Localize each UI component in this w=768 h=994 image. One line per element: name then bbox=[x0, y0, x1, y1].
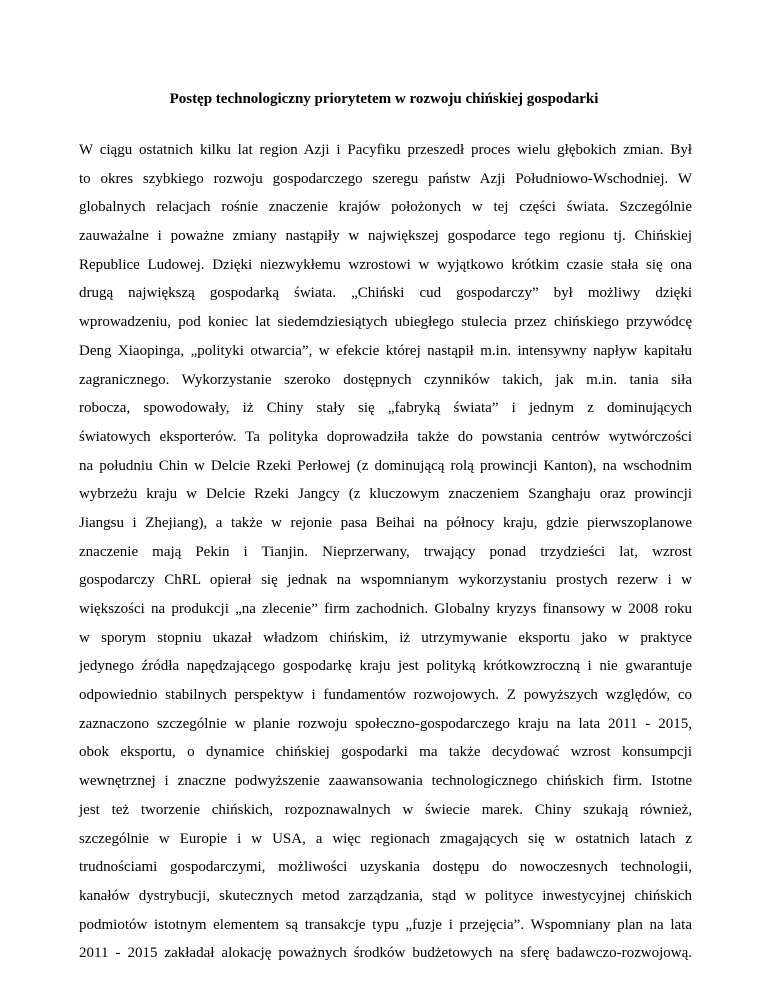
paragraph-line: jedynego źródła napędzającego gospodarkę kraju jest polityką krótkowzroczną i nie gwarantuje bbox=[79, 658, 692, 675]
paragraph-line: W ciągu ostatnich kilku lat region Azji i Pacyfiku przeszedł proces wielu głębokich zmian. Był bbox=[79, 142, 692, 158]
paragraph-line: na południu Chin w Delcie Rzeki Perłowej (z dominującą rolą prowincji Kanton), na wschodnim bbox=[79, 457, 692, 474]
document-title: Postęp technologiczny priorytetem w rozwoju chińskiej gospodarki bbox=[169, 91, 599, 107]
paragraph-line: wybrzeżu kraju w Delcie Rzeki Jangcy (z kluczowym znaczeniem Szanghaju oraz prowincji bbox=[79, 486, 692, 503]
paragraph-line: szczególnie w Europie i w USA, a więc regionach zmagających się w ostatnich latach z bbox=[79, 830, 692, 847]
paragraph-line: odpowiednio stabilnych perspektyw i fundamentów rozwojowych. Z powyższych względów, co bbox=[79, 687, 692, 704]
paragraph-line: wprowadzeniu, pod koniec lat siedemdziesiątych ubiegłego stulecia przez chińskiego przywódcę bbox=[79, 314, 692, 331]
paragraph-line: to okres szybkiego rozwoju gospodarczego szeregu państw Azji Południowo-Wschodniej. W bbox=[79, 170, 692, 187]
paragraph-line: robocza, spowodowały, iż Chiny stały się „fabryką świata” i jednym z dominujących bbox=[79, 400, 692, 417]
paragraph-line: drugą największą gospodarką świata. „Chiński cud gospodarczy” był możliwy dzięki bbox=[79, 285, 692, 302]
paragraph-line: 2011 - 2015 zakładał alokację poważnych środków budżetowych na sferę badawczo-rozwojową. bbox=[79, 945, 692, 962]
paragraph-line: Deng Xiaopinga, „polityki otwarcia”, w efekcie której nastąpił m.in. intensywny napływ kapitału bbox=[79, 342, 692, 359]
paragraph-line: znaczenie mają Pekin i Tianjin. Nieprzerwany, trwający ponad trzydzieści lat, wzrost bbox=[79, 543, 692, 560]
paragraph-line: trudnościami gospodarczymi, możliwości uzyskania dostępu do nowoczesnych technologii, bbox=[79, 859, 692, 876]
body-paragraph bbox=[79, 136, 692, 968]
paragraph-line: zagranicznego. Wykorzystanie szeroko dostępnych czynników takich, jak m.in. tania siła bbox=[79, 371, 692, 388]
paragraph-line: Jiangsu i Zhejiang), a także w rejonie pasa Beihai na północy kraju, gdzie pierwszoplanowe bbox=[79, 514, 692, 531]
paragraph-line: globalnych relacjach rośnie znaczenie krajów położonych w tej części świata. Szczególnie bbox=[79, 199, 692, 216]
paragraph-line: Republice Ludowej. Dzięki niezwykłemu wzrostowi w wyjątkowo krótkim czasie stała się ona bbox=[79, 256, 692, 273]
paragraph-line: wewnętrznej i znaczne podwyższenie zaawansowania technologicznego chińskich firm. Istotne bbox=[79, 773, 692, 790]
paragraph-line: zauważalne i poważne zmiany nastąpiły w największej gospodarce tego regionu tj. Chińskiej bbox=[79, 228, 692, 245]
paragraph-line: obok eksportu, o dynamice chińskiej gospodarki ma także decydować wzrost konsumpcji bbox=[79, 744, 692, 761]
paragraph-line: podmiotów istotnym elementem są transakcje typu „fuzje i przejęcia”. Wspomniany plan na lata bbox=[79, 916, 692, 933]
paragraph-line: jest też tworzenie chińskich, rozpoznawalnych w świecie marek. Chiny szukają również, bbox=[79, 801, 692, 818]
paragraph-line: gospodarczy ChRL opierał się jednak na wspomnianym wykorzystaniu prostych rezerw i w bbox=[79, 572, 692, 589]
paragraph-line: w sporym stopniu ukazał władzom chińskim, iż utrzymywanie eksportu jako w praktyce bbox=[79, 629, 692, 646]
paragraph-line: światowych eksporterów. Ta polityka doprowadziła także do powstania centrów wytwórczości bbox=[79, 428, 692, 445]
paragraph-line: większości na produkcji „na zlecenie” firm zachodnich. Globalny kryzys finansowy w 2008 roku bbox=[79, 601, 692, 617]
paragraph-line: kanałów dystrybucji, skutecznych metod zarządzania, stąd w polityce inwestycyjnej chińskich bbox=[79, 887, 692, 904]
paragraph-line: zaznaczono szczególnie w planie rozwoju społeczno-gospodarczego kraju na lata 2011 - 2015, bbox=[79, 715, 692, 732]
